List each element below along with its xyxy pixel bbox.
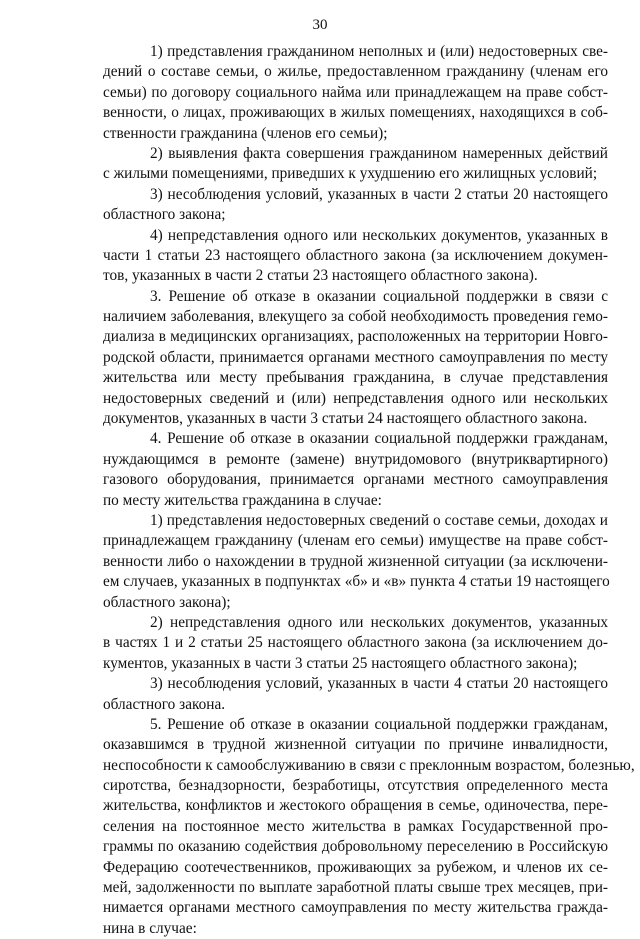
text-line: ственности гражданина (членов его семьи);: [103, 124, 388, 142]
text-line: семьи) по договору социального найма или принадлежащем на праве собст-: [103, 83, 608, 101]
text-line: сиротства, безнадзорности, безработицы, отсутствия определенного места: [103, 777, 608, 795]
text-line: 3) несоблюдения условий, указанных в части 4 статьи 20 настоящего: [150, 675, 608, 693]
text-line: 4. Решение об отказе в оказании социальной поддержки гражданам,: [150, 430, 608, 448]
text-line: принадлежащем гражданину (членам его семьи) имуществе на праве собст-: [103, 532, 608, 550]
text-line: неспособности к самообслуживанию в связи с преклонным возрастом, болезнью,: [103, 756, 635, 774]
text-line: 4) непредставления одного или нескольких документов, указанных в: [150, 226, 608, 244]
text-line: документов, указанных в части 3 статьи 24 настоящего областного закона.: [103, 410, 588, 428]
text-line: диализа в медицинских организациях, расположенных на территории Новго-: [103, 328, 608, 346]
text-line: в частях 1 и 2 статьи 25 настоящего областного закона (за исключением до-: [103, 634, 608, 652]
text-line: родской области, принимается органами местного самоуправления по месту: [103, 348, 608, 366]
text-line: 5. Решение об отказе в оказании социальной поддержки гражданам,: [150, 715, 608, 733]
text-line: нина в случае:: [103, 919, 197, 937]
text-line: 2) непредставления одного или нескольких документов, указанных: [150, 613, 608, 631]
text-line: 3) несоблюдения условий, указанных в части 2 статьи 20 настоящего: [150, 185, 608, 203]
text-line: нуждающимся в ремонте (замене) внутридомового (внутриквартирного): [103, 450, 608, 468]
text-line: 1) представления недостоверных сведений о составе семьи, доходах и: [150, 511, 608, 529]
text-line: 1) представления гражданином неполных и (или) недостоверных све-: [150, 43, 608, 60]
text-line: венности, о лицах, проживающих в жилых помещениях, находящихся в соб-: [103, 104, 608, 122]
text-line: Федерацию соотечественников, проживающих за рубежом, и членов их се-: [103, 858, 608, 876]
text-line: тов, указанных в части 2 статьи 23 настоящего областного закона).: [103, 267, 538, 285]
text-line: газового оборудования, принимается органами местного самоуправления: [103, 471, 608, 489]
text-line: областного закона;: [103, 206, 226, 224]
page-number: 30: [312, 17, 328, 33]
body-text: [103, 42, 635, 939]
text-line: мей, задолженности по выплате заработной платы свыше трех месяцев, при-: [103, 879, 608, 897]
text-line: ем случаев, указанных в подпунктах «б» и «в» пункта 4 статьи 19 настоящего: [103, 573, 610, 591]
text-line: жительства или месту пребывания гражданина, в случае представления: [103, 369, 608, 387]
text-line: кументов, указанных в части 3 статьи 25 настоящего областного закона);: [103, 654, 578, 672]
text-line: областного закона);: [103, 593, 231, 611]
text-line: нимается органами местного самоуправления по месту жительства гражда-: [103, 899, 608, 917]
text-line: венности либо о нахождении в трудной жизненной ситуации (за исключени-: [103, 552, 608, 570]
text-line: жительства, конфликтов и жестокого обращения в семье, одиночества, пере-: [103, 797, 608, 815]
text-line: селения на постоянное место жительства в рамках Государственной про-: [103, 817, 608, 835]
text-line: дений о составе семьи, о жилье, предоставленном гражданину (членам его: [103, 63, 608, 81]
text-line: оказавшимся в трудной жизненной ситуации по причине инвалидности,: [103, 736, 608, 754]
text-line: наличием заболевания, влекущего за собой необходимость проведения гемо-: [103, 308, 608, 326]
text-line: 2) выявления факта совершения гражданином намеренных действий: [150, 144, 608, 162]
text-line: областного закона.: [103, 695, 226, 713]
text-line: по месту жительства гражданина в случае:: [103, 491, 382, 509]
text-line: 3. Решение об отказе в оказании социальной поддержки в связи с: [150, 287, 608, 305]
text-line: недостоверных сведений и (или) непредставления одного или нескольких: [103, 389, 608, 407]
text-line: с жилыми помещениями, приведших к ухудшению его жилищных условий;: [103, 165, 598, 183]
text-line: граммы по оказанию содействия добровольному переселению в Российскую: [103, 838, 608, 856]
text-line: части 1 статьи 23 настоящего областного закона (за исключением докумен-: [103, 246, 608, 264]
